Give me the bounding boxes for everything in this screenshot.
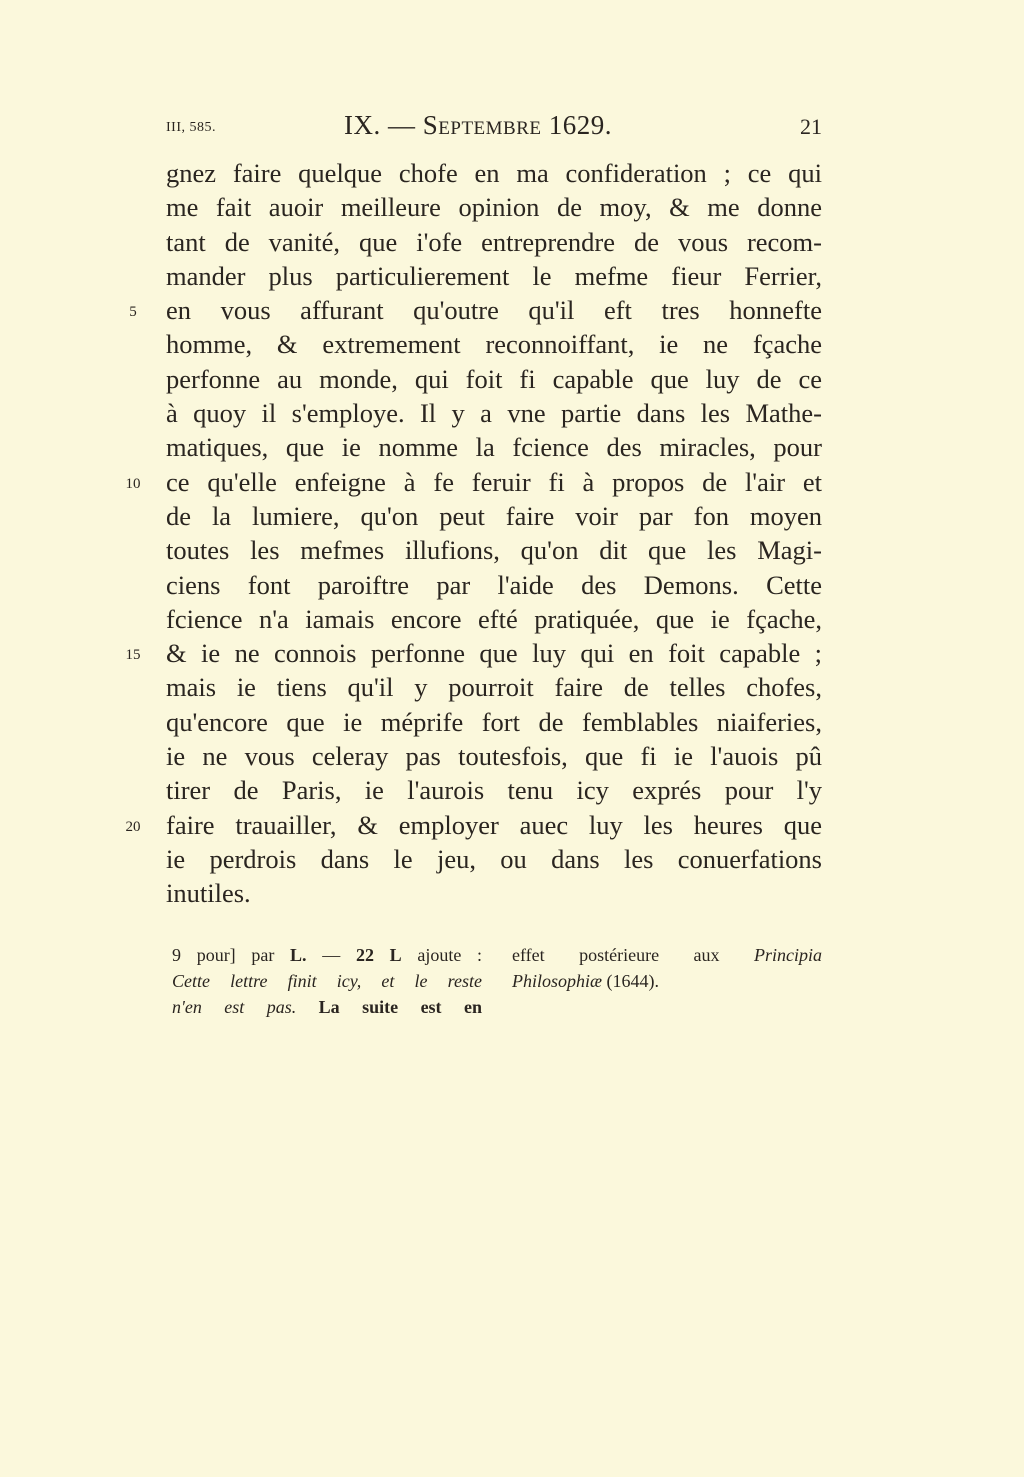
text-line [166, 739, 822, 773]
footnote-text: n'en est pas. [172, 997, 297, 1017]
letter-number: IX. — [344, 110, 416, 140]
line-number: 15 [125, 647, 141, 664]
footnote-column-left [172, 942, 482, 1020]
footnote-line [172, 942, 482, 968]
line-text: ie ne vous celeray pas toutesfois, que fi ie l'auois pû [166, 741, 822, 772]
text-line [166, 670, 822, 704]
footnote-column-right [512, 942, 822, 994]
footnote-line [172, 994, 482, 1020]
line-text: ce qu'elle enfeigne à fe feruir fi à propos de l'air et [166, 466, 822, 497]
footnote-siglum: 22 L [355, 945, 402, 965]
text-line [166, 842, 822, 876]
text-line [125, 808, 822, 842]
line-text: & ie ne connois perfonne que luy qui en foit capable ; [166, 638, 822, 669]
text-line [166, 602, 822, 636]
text-line [166, 876, 822, 910]
line-text: mais ie tiens qu'il y pourroit faire de telles chofes, [166, 672, 822, 703]
volume-page-reference: III, 585. [166, 120, 216, 135]
text-line [166, 773, 822, 807]
line-text: qu'encore que ie méprife fort de femblables niaiferies, [166, 706, 822, 737]
text-line [166, 327, 822, 361]
footnote-line [512, 942, 822, 968]
text-line [166, 499, 822, 533]
line-text: faire trauailler, & employer auec luy les heures que [166, 809, 822, 840]
footnote-siglum: L. [290, 945, 307, 965]
footnote-text: Principia [754, 945, 822, 965]
running-head [166, 110, 822, 146]
text-line [166, 259, 822, 293]
footnote-line [512, 968, 822, 994]
footnote-text: effet postérieure aux [512, 945, 754, 965]
text-line [166, 705, 822, 739]
line-number: 10 [125, 475, 141, 492]
text-line [166, 225, 822, 259]
line-text: mander plus particulierement le mefme fieur Ferrier, [166, 260, 822, 291]
line-text: ie perdrois dans le jeu, ou dans les conuerfations [166, 843, 822, 874]
footnote-dash: — [306, 945, 356, 965]
line-text: tant de vanité, que i'ofe entreprendre de vous recom- [166, 226, 822, 257]
line-text: gnez faire quelque chofe en ma confideration ; ce qui [166, 158, 822, 188]
footnote-text: (1644). [602, 971, 660, 991]
main-text [125, 156, 822, 911]
letter-year: 1629. [548, 110, 612, 140]
text-line [125, 636, 822, 670]
line-text: matiques, que ie nomme la fcience des miracles, pour [166, 432, 822, 463]
footnote-line: Cette lettre finit icy, et le reste [172, 971, 482, 991]
text-line [129, 293, 822, 327]
line-text: de la lumiere, qu'on peut faire voir par fon moyen [166, 500, 822, 531]
text-line [166, 568, 822, 602]
footnote-text: 9 pour] par [172, 945, 291, 965]
line-text: homme, & extremement reconnoiffant, ie ne fçache [166, 329, 822, 360]
line-text: tirer de Paris, ie l'aurois tenu icy exprés pour l'y [166, 775, 822, 806]
line-text: à quoy il s'employe. Il y a vne partie dans les Mathe- [166, 398, 822, 429]
line-text: me fait auoir meilleure opinion de moy, & me donne [166, 192, 822, 223]
page-number: 21 [800, 114, 822, 139]
line-text: fcience n'a iamais encore efté pratiquée, que ie fçache, [166, 603, 822, 634]
letter-month: Septembre [422, 110, 542, 140]
line-text: toutes les mefmes illufions, qu'on dit que les Magi- [166, 535, 822, 566]
line-text: en vous affurant qu'outre qu'il eft tres honnefte [166, 295, 822, 326]
text-line [166, 190, 822, 224]
footnote-text: Philosophiæ [512, 971, 603, 991]
text-line [125, 465, 822, 499]
text-line [166, 362, 822, 396]
line-number: 5 [129, 304, 137, 321]
text-line [166, 533, 822, 567]
line-text: inutiles. [166, 878, 251, 909]
line-text: ciens font paroiftre par l'aide des Demons. Cette [166, 569, 822, 600]
text-line [166, 156, 822, 190]
text-line [166, 430, 822, 464]
footnote-text: La suite est en [296, 997, 482, 1017]
text-line [166, 396, 822, 430]
line-number: 20 [125, 818, 141, 835]
footnote-text: ajoute : [401, 945, 482, 965]
line-text: perfonne au monde, qui foit fi capable que luy de ce [166, 363, 822, 394]
letter-title [344, 110, 612, 141]
